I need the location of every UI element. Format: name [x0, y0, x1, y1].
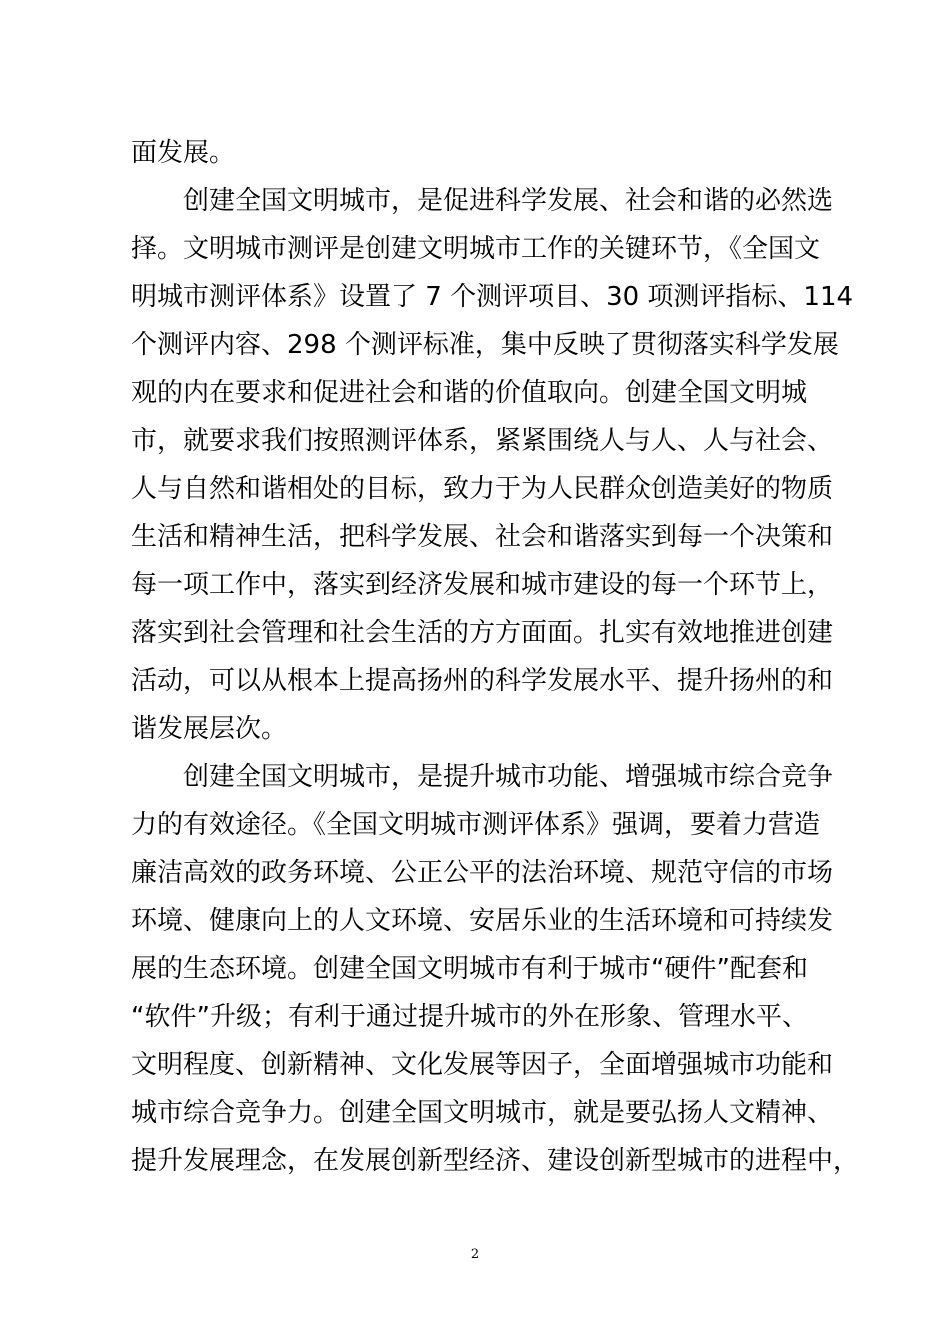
- text-line: 城市综合竞争力。创建全国文明城市，就是要弘扬人文精神、: [131, 1098, 834, 1128]
- text-line: 力的有效途径。《全国文明城市测评体系》强调，要着力营造: [131, 810, 821, 840]
- text-line: “软件”升级；有利于通过提升城市的外在形象、管理水平、: [131, 1002, 808, 1032]
- text-line: 市，就要求我们按照测评体系，紧紧围绕人与人、人与社会、: [131, 426, 834, 456]
- text-line: 创建全国文明城市，是促进科学发展、社会和谐的必然选: [183, 186, 834, 216]
- text-line: 谐发展层次。: [131, 714, 288, 744]
- text-line: 提升发展理念，在发展创新型经济、建设创新型城市的进程中，: [131, 1146, 860, 1176]
- text-line: 廉洁高效的政务环境、公正公平的法治环境、规范守信的市场: [131, 858, 834, 888]
- text-line: 落实到社会管理和社会生活的方方面面。扎实有效地推进创建: [131, 618, 834, 648]
- text-line: 面发展。: [131, 138, 236, 168]
- text-line: 观的内在要求和促进社会和谐的价值取向。创建全国文明城: [131, 378, 808, 408]
- text-line: 个测评内容、298 个测评标准，集中反映了贯彻落实科学发展: [131, 330, 839, 360]
- page-number: 2: [470, 1247, 480, 1262]
- text-line: 文明程度、创新精神、文化发展等因子，全面增强城市功能和: [131, 1050, 834, 1080]
- text-line: 人与自然和谐相处的目标，致力于为人民群众创造美好的物质: [131, 474, 834, 504]
- text-line: 活动，可以从根本上提高扬州的科学发展水平、提升扬州的和: [131, 666, 834, 696]
- text-line: 环境、健康向上的人文环境、安居乐业的生活环境和可持续发: [131, 906, 834, 936]
- text-line: 展的生态环境。创建全国文明城市有利于城市“硬件”配套和: [131, 954, 808, 984]
- text-line: 明城市测评体系》设置了 7 个测评项目、30 项测评指标、114: [131, 282, 854, 312]
- text-line: 每一项工作中，落实到经济发展和城市建设的每一个环节上，: [131, 570, 834, 600]
- text-line: 择。文明城市测评是创建文明城市工作的关键环节，《全国文: [131, 234, 821, 264]
- text-line: 创建全国文明城市，是提升城市功能、增强城市综合竞争: [183, 762, 834, 792]
- text-line: 生活和精神生活，把科学发展、社会和谐落实到每一个决策和: [131, 522, 834, 552]
